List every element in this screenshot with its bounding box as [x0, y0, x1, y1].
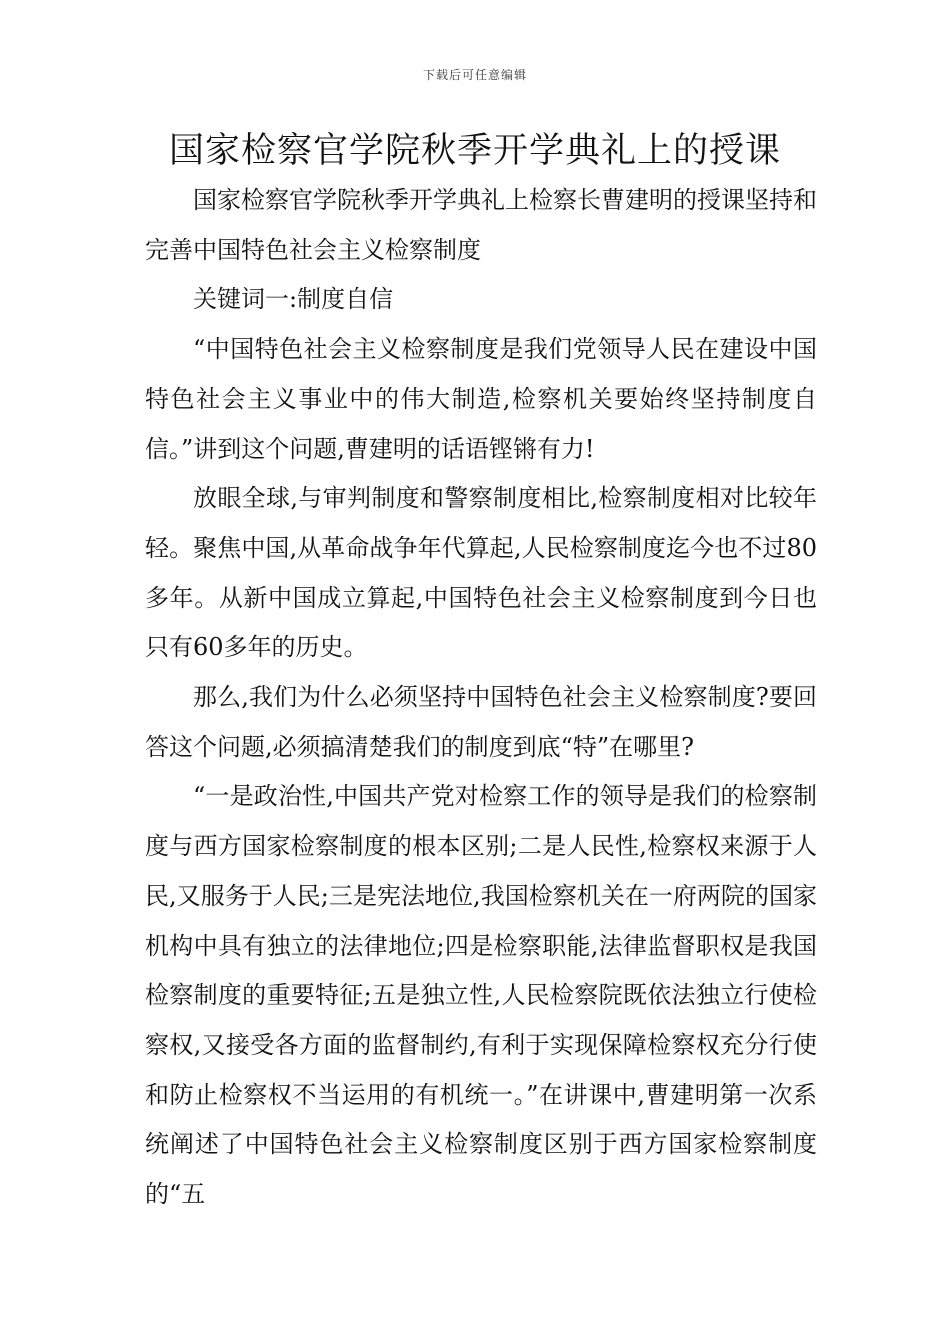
paragraph-quote-confidence: “中国特色社会主义检察制度是我们党领导人民在建设中国特色社会主义事业中的伟大制造,检察机关要始终坚持制度自信。”讲到这个问题,曹建明的话语铿锵有力! [145, 335, 817, 463]
paragraph-five-features: “一是政治性,中国共产党对检察工作的领导是我们的检察制度与西方国家检察制度的根本区别;二是人民性,检察权来源于人民,又服务于人民;三是宪法地位,我国检察机关在一府两院的国家机构中具有独立的法律地位;四是检察职能,法律监督职权是我国检察制度的重要特征;五是独立性,人民检察院既依法独立行使检察权,又接受各方面的监督制约,有利于实现保障检察权充分行使和防止检察权不当运用的有机统一。”在讲课中,曹建明第一次系统阐述了中国特色社会主义检察制度区别于西方国家检察制度的“五 [145, 782, 817, 1209]
header-note: 下载后可任意编辑 [422, 68, 527, 82]
document-body [145, 176, 817, 1220]
document-title: 国家检察官学院秋季开学典礼上的授课 [168, 131, 781, 171]
paragraph-intro: 国家检察官学院秋季开学典礼上检察长曹建明的授课坚持和完善中国特色社会主义检察制度 [145, 186, 817, 264]
paragraph-keyword: 关键词一:制度自信 [193, 285, 394, 314]
paragraph-global-view: 放眼全球,与审判制度和警察制度相比,检察制度相对比较年轻。聚焦中国,从革命战争年代算起,人民检察制度迄今也不过80多年。从新中国成立算起,中国特色社会主义检察制度到今日也只有60多年的历史。 [145, 484, 817, 662]
paragraph-question: 那么,我们为什么必须坚持中国特色社会主义检察制度?要回答这个问题,必须搞清楚我们的制度到底“特”在哪里? [145, 683, 817, 761]
